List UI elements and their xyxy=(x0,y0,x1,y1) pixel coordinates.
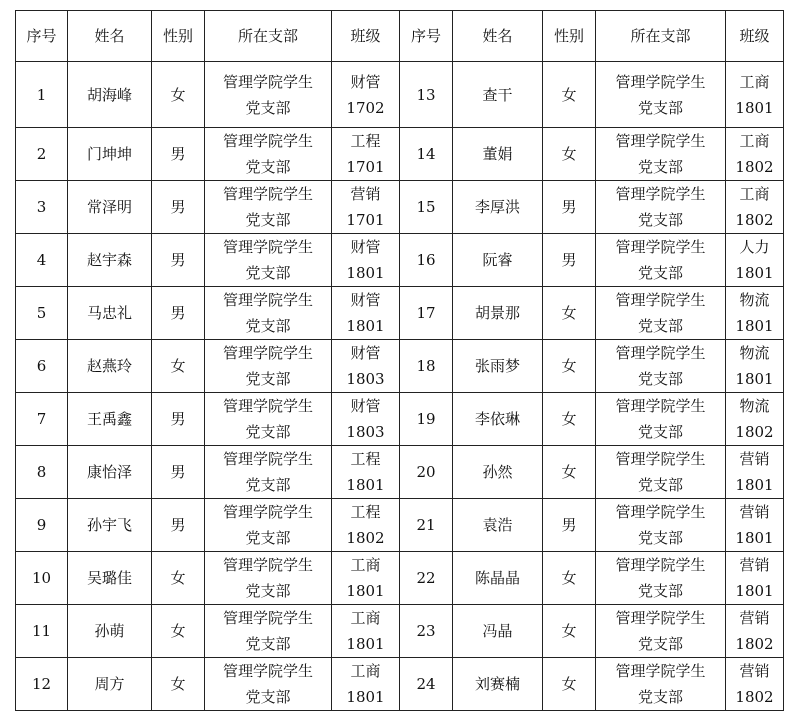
class-major: 营销 xyxy=(350,185,381,203)
cell-index-right: 17 xyxy=(400,287,453,340)
class-major: 工商 xyxy=(739,72,770,91)
cell-class-right xyxy=(726,658,784,711)
branch-line-2: 党支部 xyxy=(637,423,683,441)
cell-gender-right: 女 xyxy=(543,552,596,605)
table-row xyxy=(16,340,784,393)
cell-branch-left xyxy=(205,340,332,393)
class-major: 财管 xyxy=(350,72,381,91)
class-major: 物流 xyxy=(739,397,770,415)
cell-branch-left xyxy=(205,499,332,552)
cell-index-right: 20 xyxy=(400,446,453,499)
cell-name-left: 周方 xyxy=(68,658,152,711)
table-row xyxy=(16,446,784,499)
cell-branch-right xyxy=(596,393,726,446)
cell-branch-right xyxy=(596,128,726,181)
cell-branch-right xyxy=(596,446,726,499)
branch-line-2: 党支部 xyxy=(245,529,291,547)
cell-class-left xyxy=(332,287,400,340)
cell-index-left: 5 xyxy=(16,287,68,340)
col-header-gender-right: 性别 xyxy=(543,11,596,62)
cell-name-left: 王禹鑫 xyxy=(68,393,152,446)
class-major: 营销 xyxy=(739,450,770,468)
cell-branch-left xyxy=(205,234,332,287)
branch-line-2: 党支部 xyxy=(245,98,291,117)
branch-line-2: 党支部 xyxy=(245,688,291,706)
class-major: 工商 xyxy=(350,609,381,627)
cell-gender-left: 男 xyxy=(152,181,205,234)
branch-line-1: 管理学院学生 xyxy=(615,238,706,256)
cell-branch-right xyxy=(596,62,726,128)
class-major: 工程 xyxy=(350,450,381,468)
class-number: 1802 xyxy=(346,529,385,547)
branch-line-2: 党支部 xyxy=(637,476,683,494)
branch-line-1: 管理学院学生 xyxy=(222,132,313,150)
cell-gender-right: 女 xyxy=(543,446,596,499)
cell-gender-right: 女 xyxy=(543,658,596,711)
cell-class-left xyxy=(332,658,400,711)
cell-gender-left: 女 xyxy=(152,552,205,605)
cell-gender-right: 男 xyxy=(543,499,596,552)
branch-line-1: 管理学院学生 xyxy=(615,609,706,627)
class-major: 营销 xyxy=(739,609,770,627)
cell-gender-right: 女 xyxy=(543,287,596,340)
cell-class-left xyxy=(332,605,400,658)
cell-index-right: 23 xyxy=(400,605,453,658)
branch-line-1: 管理学院学生 xyxy=(615,344,706,362)
branch-line-1: 管理学院学生 xyxy=(222,503,313,521)
cell-gender-right: 女 xyxy=(543,128,596,181)
class-number: 1801 xyxy=(346,688,385,706)
cell-branch-right xyxy=(596,552,726,605)
class-major: 财管 xyxy=(350,238,381,256)
class-number: 1801 xyxy=(346,476,385,494)
class-number: 1802 xyxy=(735,211,774,229)
cell-class-left xyxy=(332,62,400,128)
branch-line-1: 管理学院学生 xyxy=(222,185,313,203)
branch-line-1: 管理学院学生 xyxy=(222,238,313,256)
class-major: 营销 xyxy=(739,662,770,680)
branch-line-1: 管理学院学生 xyxy=(222,662,313,680)
branch-line-2: 党支部 xyxy=(637,158,683,176)
cell-class-right xyxy=(726,181,784,234)
branch-line-1: 管理学院学生 xyxy=(615,132,706,150)
cell-gender-left: 女 xyxy=(152,605,205,658)
table-row xyxy=(16,552,784,605)
branch-line-2: 党支部 xyxy=(637,98,683,117)
branch-line-2: 党支部 xyxy=(637,317,683,335)
cell-class-left xyxy=(332,393,400,446)
cell-name-left: 赵宇森 xyxy=(68,234,152,287)
table-body xyxy=(16,62,784,711)
cell-gender-left: 女 xyxy=(152,340,205,393)
cell-index-left: 1 xyxy=(16,62,68,128)
col-header-gender-left: 性别 xyxy=(152,11,205,62)
col-header-class-left: 班级 xyxy=(332,11,400,62)
branch-line-2: 党支部 xyxy=(245,370,291,388)
class-major: 工商 xyxy=(350,662,381,680)
cell-name-right: 董娟 xyxy=(453,128,543,181)
class-major: 物流 xyxy=(739,291,770,309)
class-number: 1801 xyxy=(735,582,774,600)
table-row xyxy=(16,128,784,181)
table-header-row xyxy=(16,11,784,62)
cell-branch-right xyxy=(596,605,726,658)
table-row xyxy=(16,234,784,287)
cell-gender-left: 男 xyxy=(152,499,205,552)
cell-name-left: 马忠礼 xyxy=(68,287,152,340)
class-major: 工商 xyxy=(739,132,770,150)
cell-index-left: 9 xyxy=(16,499,68,552)
cell-gender-right: 男 xyxy=(543,181,596,234)
col-header-index-left: 序号 xyxy=(16,11,68,62)
class-number: 1803 xyxy=(346,370,385,388)
branch-line-1: 管理学院学生 xyxy=(222,397,313,415)
cell-gender-right: 女 xyxy=(543,605,596,658)
class-number: 1801 xyxy=(346,582,385,600)
class-number: 1802 xyxy=(735,635,774,653)
cell-branch-right xyxy=(596,658,726,711)
cell-name-right: 阮睿 xyxy=(453,234,543,287)
branch-line-2: 党支部 xyxy=(245,635,291,653)
cell-gender-right: 女 xyxy=(543,393,596,446)
branch-line-2: 党支部 xyxy=(245,264,291,282)
cell-class-right xyxy=(726,128,784,181)
class-number: 1701 xyxy=(346,211,385,229)
cell-branch-left xyxy=(205,393,332,446)
class-number: 1801 xyxy=(346,264,385,282)
cell-class-left xyxy=(332,234,400,287)
cell-class-right xyxy=(726,446,784,499)
cell-index-left: 3 xyxy=(16,181,68,234)
cell-index-right: 18 xyxy=(400,340,453,393)
cell-name-right: 陈晶晶 xyxy=(453,552,543,605)
cell-branch-left xyxy=(205,446,332,499)
col-header-branch-left: 所在支部 xyxy=(205,11,332,62)
cell-name-left: 吴璐佳 xyxy=(68,552,152,605)
branch-line-1: 管理学院学生 xyxy=(222,344,313,362)
branch-line-1: 管理学院学生 xyxy=(222,72,313,91)
cell-index-right: 19 xyxy=(400,393,453,446)
table-row xyxy=(16,393,784,446)
cell-index-left: 11 xyxy=(16,605,68,658)
cell-name-left: 胡海峰 xyxy=(68,62,152,128)
branch-line-2: 党支部 xyxy=(637,370,683,388)
cell-class-right xyxy=(726,552,784,605)
class-major: 工商 xyxy=(739,185,770,203)
cell-class-right xyxy=(726,62,784,128)
cell-index-right: 24 xyxy=(400,658,453,711)
cell-index-left: 12 xyxy=(16,658,68,711)
branch-line-1: 管理学院学生 xyxy=(615,397,706,415)
class-number: 1801 xyxy=(735,264,774,282)
cell-branch-right xyxy=(596,234,726,287)
cell-gender-right: 女 xyxy=(543,62,596,128)
cell-index-left: 8 xyxy=(16,446,68,499)
cell-name-right: 孙然 xyxy=(453,446,543,499)
cell-index-left: 4 xyxy=(16,234,68,287)
branch-line-2: 党支部 xyxy=(637,582,683,600)
class-major: 财管 xyxy=(350,397,381,415)
class-major: 工商 xyxy=(350,556,381,574)
cell-branch-right xyxy=(596,287,726,340)
branch-line-2: 党支部 xyxy=(245,582,291,600)
col-header-name-right: 姓名 xyxy=(453,11,543,62)
cell-index-right: 13 xyxy=(400,62,453,128)
cell-class-right xyxy=(726,605,784,658)
branch-line-1: 管理学院学生 xyxy=(615,72,706,91)
class-number: 1803 xyxy=(346,423,385,441)
branch-line-1: 管理学院学生 xyxy=(222,556,313,574)
cell-name-right: 胡景那 xyxy=(453,287,543,340)
cell-class-left xyxy=(332,446,400,499)
cell-branch-left xyxy=(205,128,332,181)
cell-gender-right: 女 xyxy=(543,340,596,393)
cell-class-left xyxy=(332,552,400,605)
col-header-branch-right: 所在支部 xyxy=(596,11,726,62)
cell-class-left xyxy=(332,128,400,181)
branch-line-2: 党支部 xyxy=(637,688,683,706)
branch-line-1: 管理学院学生 xyxy=(615,185,706,203)
branch-line-2: 党支部 xyxy=(245,423,291,441)
member-roster-table xyxy=(15,10,784,711)
class-number: 1801 xyxy=(735,370,774,388)
class-number: 1802 xyxy=(735,423,774,441)
class-major: 财管 xyxy=(350,344,381,362)
cell-gender-left: 男 xyxy=(152,128,205,181)
class-number: 1801 xyxy=(346,635,385,653)
cell-name-right: 李厚洪 xyxy=(453,181,543,234)
cell-index-left: 7 xyxy=(16,393,68,446)
class-major: 财管 xyxy=(350,291,381,309)
class-major: 工程 xyxy=(350,132,381,150)
cell-gender-left: 男 xyxy=(152,234,205,287)
branch-line-2: 党支部 xyxy=(245,317,291,335)
cell-index-right: 21 xyxy=(400,499,453,552)
cell-branch-right xyxy=(596,340,726,393)
branch-line-2: 党支部 xyxy=(245,158,291,176)
cell-gender-right: 男 xyxy=(543,234,596,287)
cell-class-left xyxy=(332,499,400,552)
cell-branch-left xyxy=(205,181,332,234)
cell-name-left: 孙宇飞 xyxy=(68,499,152,552)
class-number: 1801 xyxy=(735,98,774,117)
branch-line-1: 管理学院学生 xyxy=(222,609,313,627)
cell-index-left: 6 xyxy=(16,340,68,393)
branch-line-1: 管理学院学生 xyxy=(615,291,706,309)
cell-branch-left xyxy=(205,552,332,605)
class-number: 1802 xyxy=(735,688,774,706)
branch-line-2: 党支部 xyxy=(245,211,291,229)
cell-class-right xyxy=(726,340,784,393)
branch-line-1: 管理学院学生 xyxy=(615,450,706,468)
branch-line-1: 管理学院学生 xyxy=(222,291,313,309)
col-header-index-right: 序号 xyxy=(400,11,453,62)
cell-gender-left: 男 xyxy=(152,287,205,340)
cell-branch-left xyxy=(205,658,332,711)
col-header-class-right: 班级 xyxy=(726,11,784,62)
class-major: 人力 xyxy=(739,238,770,256)
cell-class-left xyxy=(332,181,400,234)
cell-branch-left xyxy=(205,62,332,128)
class-number: 1701 xyxy=(346,158,385,176)
table-row xyxy=(16,181,784,234)
cell-class-right xyxy=(726,234,784,287)
cell-class-right xyxy=(726,393,784,446)
cell-index-right: 14 xyxy=(400,128,453,181)
cell-class-left xyxy=(332,340,400,393)
branch-line-2: 党支部 xyxy=(637,264,683,282)
cell-name-left: 赵燕玲 xyxy=(68,340,152,393)
cell-index-left: 10 xyxy=(16,552,68,605)
cell-name-right: 冯晶 xyxy=(453,605,543,658)
cell-branch-right xyxy=(596,499,726,552)
branch-line-2: 党支部 xyxy=(637,529,683,547)
col-header-name-left: 姓名 xyxy=(68,11,152,62)
table-row xyxy=(16,658,784,711)
class-major: 营销 xyxy=(739,556,770,574)
class-number: 1802 xyxy=(735,158,774,176)
branch-line-2: 党支部 xyxy=(637,211,683,229)
branch-line-1: 管理学院学生 xyxy=(222,450,313,468)
cell-name-right: 李依琳 xyxy=(453,393,543,446)
branch-line-1: 管理学院学生 xyxy=(615,503,706,521)
class-major: 营销 xyxy=(739,503,770,521)
branch-line-2: 党支部 xyxy=(245,476,291,494)
cell-branch-right xyxy=(596,181,726,234)
cell-gender-left: 女 xyxy=(152,62,205,128)
cell-index-right: 22 xyxy=(400,552,453,605)
branch-line-1: 管理学院学生 xyxy=(615,556,706,574)
class-number: 1801 xyxy=(346,317,385,335)
cell-name-right: 查干 xyxy=(453,62,543,128)
cell-index-right: 16 xyxy=(400,234,453,287)
class-number: 1801 xyxy=(735,476,774,494)
cell-name-left: 孙萌 xyxy=(68,605,152,658)
table-row xyxy=(16,62,784,128)
class-major: 工程 xyxy=(350,503,381,521)
cell-name-left: 门坤坤 xyxy=(68,128,152,181)
table-row xyxy=(16,499,784,552)
cell-class-right xyxy=(726,287,784,340)
cell-name-right: 袁浩 xyxy=(453,499,543,552)
cell-name-right: 刘赛楠 xyxy=(453,658,543,711)
cell-name-right: 张雨梦 xyxy=(453,340,543,393)
table-row xyxy=(16,287,784,340)
cell-branch-left xyxy=(205,287,332,340)
cell-name-left: 康怡泽 xyxy=(68,446,152,499)
cell-name-left: 常泽明 xyxy=(68,181,152,234)
cell-branch-left xyxy=(205,605,332,658)
branch-line-2: 党支部 xyxy=(637,635,683,653)
class-number: 1801 xyxy=(735,317,774,335)
cell-index-left: 2 xyxy=(16,128,68,181)
class-number: 1801 xyxy=(735,529,774,547)
cell-class-right xyxy=(726,499,784,552)
class-major: 物流 xyxy=(739,344,770,362)
cell-gender-left: 女 xyxy=(152,658,205,711)
cell-index-right: 15 xyxy=(400,181,453,234)
cell-gender-left: 男 xyxy=(152,393,205,446)
class-number: 1702 xyxy=(346,98,385,117)
table-row xyxy=(16,605,784,658)
branch-line-1: 管理学院学生 xyxy=(615,662,706,680)
cell-gender-left: 男 xyxy=(152,446,205,499)
